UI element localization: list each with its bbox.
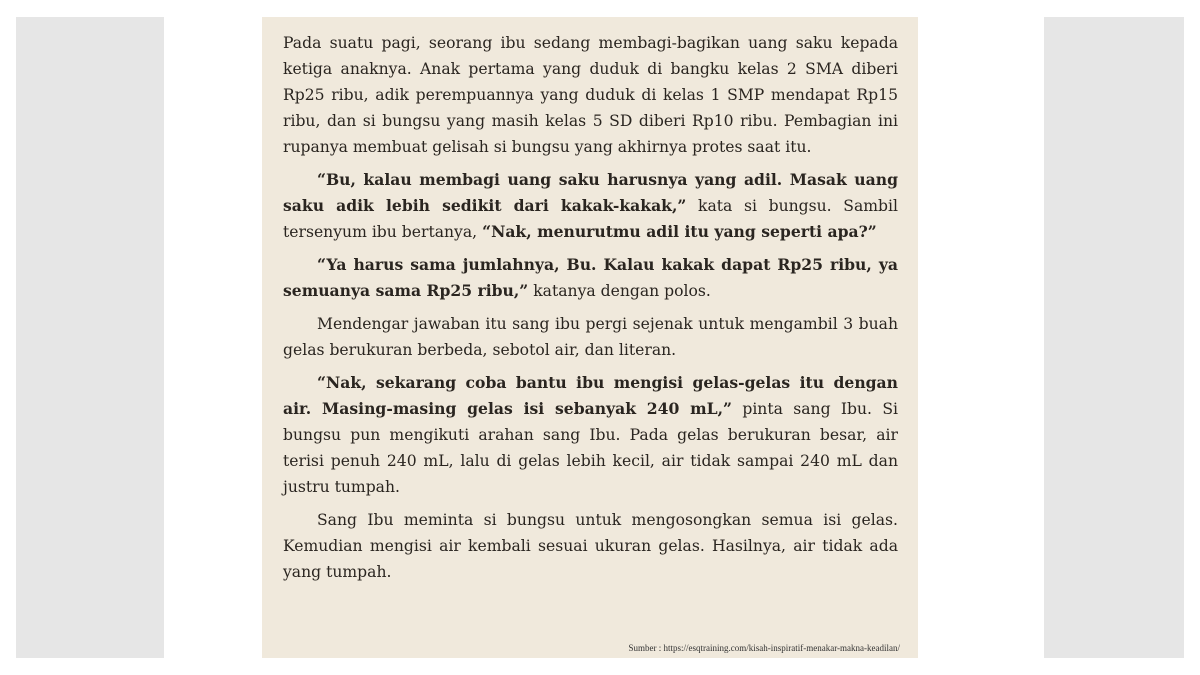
paragraph-3 bbox=[283, 252, 898, 304]
narration-text: katanya dengan polos. bbox=[528, 282, 711, 300]
paragraph-6: Sang Ibu meminta si bungsu untuk mengosongkan semua isi gelas. Kemudian mengisi air kembali sesuai ukuran gelas. Hasilnya, air tidak ada yang tumpah. bbox=[283, 511, 898, 581]
paragraph-1: Pada suatu pagi, seorang ibu sedang membagi-bagikan uang saku kepada ketiga anaknya. Anak pertama yang duduk di bangku kelas 2 SMA diberi Rp25 ribu, adik perempuannya yang duduk di kelas 1 SMP mendapat Rp15 ribu, dan si bungsu yang masih kelas 5 SD diberi Rp10 ribu. Pembagian ini rupanya membuat gelisah si bungsu yang akhirnya protes saat itu. bbox=[283, 34, 898, 156]
dialogue-quote: “Nak, sekarang coba bantu ibu mengisi gelas-gelas itu dengan air. Masing-masing gelas isi sebanyak 240 mL,” bbox=[283, 373, 898, 418]
dialogue-quote: “Bu, kalau membagi uang saku harusnya yang adil. Masak uang saku adik lebih sedikit dari kakak-kakak,” bbox=[283, 170, 898, 215]
paragraph-2 bbox=[283, 167, 898, 245]
dialogue-quote: “Nak, menurutmu adil itu yang seperti apa?” bbox=[482, 222, 877, 241]
narration-text: kata si bungsu. Sambil tersenyum ibu bertanya, bbox=[283, 197, 898, 241]
document-page bbox=[262, 17, 918, 658]
source-citation: Sumber : https://esqtraining.com/kisah-inspiratif-menakar-makna-keadilan/ bbox=[628, 643, 900, 653]
paragraph-5 bbox=[283, 370, 898, 500]
right-margin-panel bbox=[1044, 17, 1184, 658]
dialogue-quote: “Ya harus sama jumlahnya, Bu. Kalau kakak dapat Rp25 ribu, ya semuanya sama Rp25 ribu,” bbox=[283, 255, 898, 300]
left-margin-panel bbox=[16, 17, 164, 658]
narration-text: pinta sang Ibu. Si bungsu pun mengikuti arahan sang Ibu. Pada gelas berukuran besar, air terisi penuh 240 mL, lalu di gelas lebih kecil, air tidak sampai 240 mL dan justru tumpah. bbox=[283, 400, 899, 496]
paragraph-4: Mendengar jawaban itu sang ibu pergi sejenak untuk mengambil 3 buah gelas berukuran berbeda, sebotol air, dan literan. bbox=[283, 315, 898, 359]
